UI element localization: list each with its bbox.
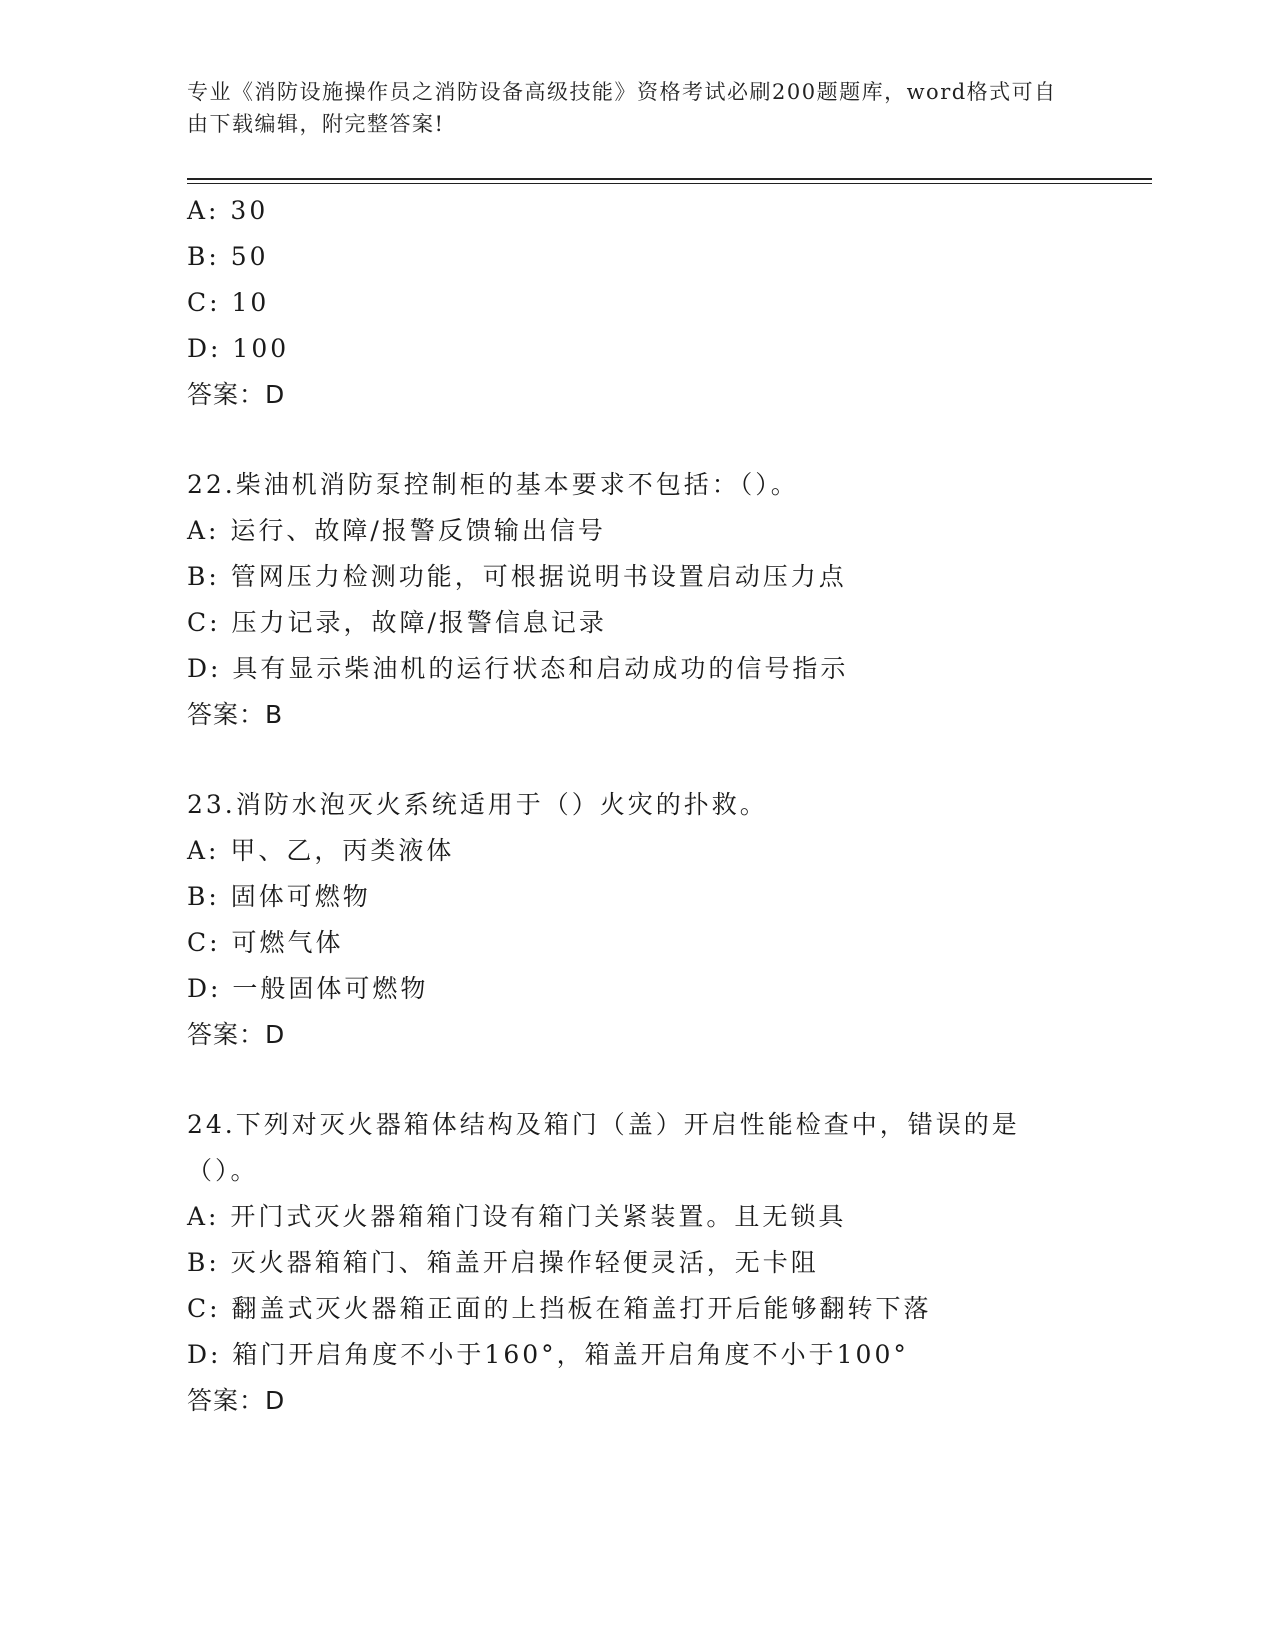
option-c: C: 可燃气体: [187, 928, 344, 957]
answer-line: 答案：D: [187, 1386, 286, 1415]
header-rule-thick: [187, 178, 1152, 180]
option-d: D: 100: [187, 334, 290, 363]
option-c: C: 压力记录，故障/报警信息记录: [187, 608, 607, 637]
option-c: C: 10: [187, 288, 270, 317]
question-text: 22.柴油机消防泵控制柜的基本要求不包括：（）。: [187, 470, 799, 499]
option-a: A: 运行、故障/报警反馈输出信号: [187, 516, 606, 545]
question-text: 23.消防水泡灭火系统适用于（）火灾的扑救。: [187, 790, 768, 819]
answer-line: 答案：B: [187, 700, 284, 729]
option-d: D: 一般固体可燃物: [187, 974, 429, 1003]
spacer: [187, 1058, 1087, 1102]
question-list: [187, 188, 1087, 1424]
page-header: 专业《消防设施操作员之消防设备高级技能》资格考试必刷200题题库，word格式可自由下载编辑，附完整答案!: [187, 80, 1057, 136]
prev-question-block: [187, 188, 1087, 418]
answer-line: 答案：D: [187, 1020, 286, 1049]
spacer: [187, 418, 1087, 462]
question-24-block: [187, 1102, 1087, 1424]
option-b: B: 50: [187, 242, 269, 271]
answer-line: 答案：D: [187, 380, 286, 409]
option-a: A: 30: [187, 196, 269, 225]
question-text: 24.下列对灭火器箱体结构及箱门（盖）开启性能检查中，错误的是（）。: [187, 1110, 1020, 1185]
option-a: A: 甲、乙，丙类液体: [187, 836, 455, 865]
spacer: [187, 738, 1087, 782]
question-22-block: [187, 462, 1087, 738]
header-rule-thin: [187, 183, 1152, 184]
question-23-block: [187, 782, 1087, 1058]
option-d: D: 箱门开启角度不小于160°，箱盖开启角度不小于100°: [187, 1340, 909, 1369]
option-b: B: 灭火器箱箱门、箱盖开启操作轻便灵活，无卡阻: [187, 1248, 819, 1277]
option-b: B: 固体可燃物: [187, 882, 371, 911]
option-a: A: 开门式灭火器箱箱门设有箱门关紧装置。且无锁具: [187, 1202, 847, 1231]
option-b: B: 管网压力检测功能，可根据说明书设置启动压力点: [187, 562, 847, 591]
option-c: C: 翻盖式灭火器箱正面的上挡板在箱盖打开后能够翻转下落: [187, 1294, 932, 1323]
option-d: D: 具有显示柴油机的运行状态和启动成功的信号指示: [187, 654, 849, 683]
